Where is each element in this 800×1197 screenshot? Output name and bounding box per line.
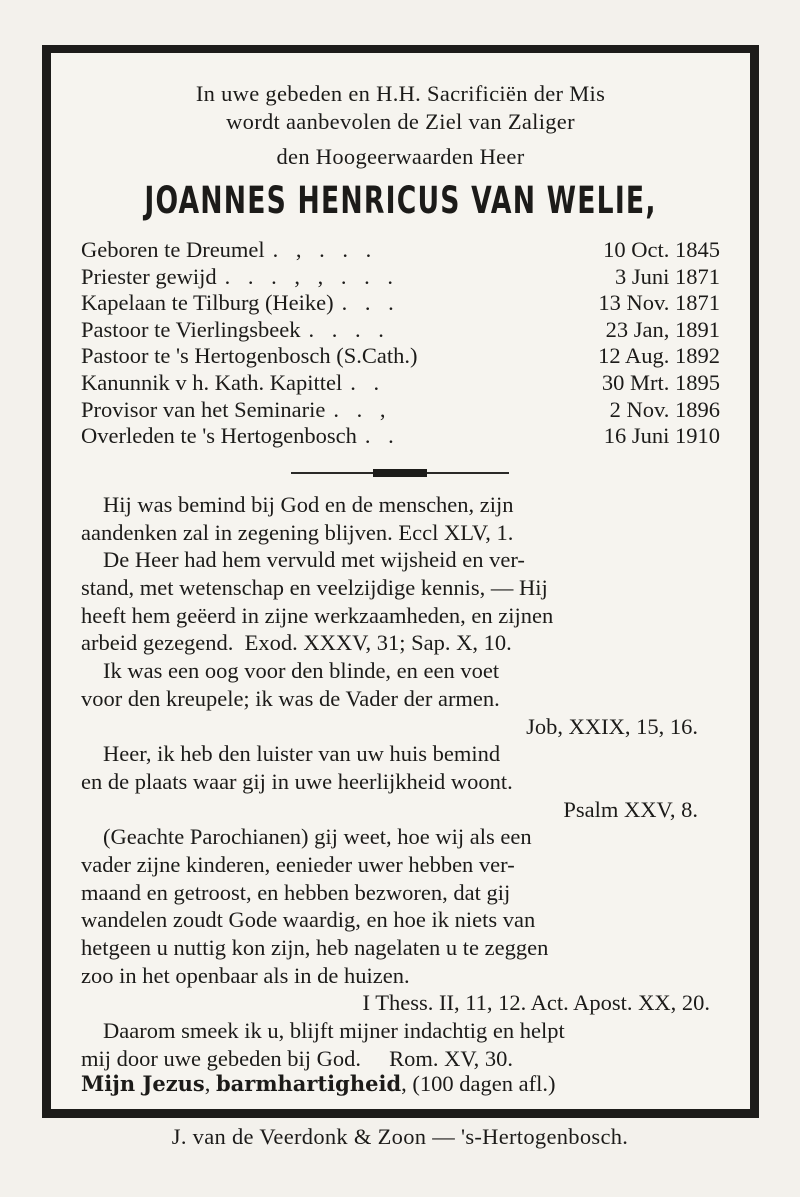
printer-imprint: J. van de Veerdonk & Zoon — 's-Hertogenbosch. [171, 1124, 629, 1149]
bio-event: Overleden te 's Hertogenbosch [81, 423, 357, 449]
memorial-card [42, 45, 759, 1118]
verse-line [81, 851, 720, 879]
verse-line [81, 962, 720, 990]
verse-line [81, 629, 720, 657]
bio-event: Priester gewijd [81, 263, 217, 289]
biography-list [81, 237, 720, 450]
bio-date: 16 Juni 1910 [603, 423, 720, 449]
closing-separator: , [204, 1071, 216, 1096]
verse-line [81, 768, 720, 796]
biography-row [81, 317, 720, 344]
intro-line-1: In uwe gebeden en H.H. Sacrificiën der Mis [195, 81, 606, 106]
verse-line [81, 491, 720, 519]
verse-text: maand en getroost, en hebben bezworen, dat gij [81, 879, 511, 905]
bio-event: Pastoor te Vierlingsbeek [81, 316, 301, 342]
verse-text: aandenken zal in zegening blijven. Eccl XLV, 1. [81, 519, 514, 545]
verse-text: wandelen zoudt Gode waardig, en hoe ik niets van [81, 907, 536, 933]
verse-text: en de plaats waar gij in uwe heerlijkheid woont. [81, 768, 513, 794]
bio-event: Kanunnik v h. Kath. Kapittel [81, 369, 343, 395]
biography-row [81, 370, 720, 397]
verse-line [81, 657, 720, 685]
bio-date: 23 Jan, 1891 [605, 316, 720, 342]
verse-text: Psalm XXV, 8. [563, 796, 698, 822]
verse-reference [81, 796, 720, 824]
verse-text: hetgeen u nuttig kon zijn, heb nagelaten u te zeggen [81, 935, 549, 960]
verse-text: (Geachte Parochianen) gij weet, hoe wij als een [103, 824, 532, 850]
verse-line [81, 546, 720, 574]
bio-leader-dots: . . . [341, 290, 400, 316]
bio-date: 2 Nov. 1896 [609, 396, 720, 422]
bio-event: Pastoor te 's Hertogenbosch (S.Cath.) [81, 343, 418, 369]
verse-line [81, 906, 720, 934]
verse-reference [81, 989, 720, 1017]
bio-date: 30 Mrt. 1895 [601, 369, 720, 395]
verse-line [81, 1017, 720, 1045]
bio-date: 13 Nov. 1871 [598, 290, 720, 316]
bio-event: Provisor van het Seminarie [81, 396, 326, 422]
verse-text: voor den kreupele; ik was de Vader der armen. [81, 685, 500, 711]
verse-text: I Thess. II, 11, 12. Act. Apost. XX, 20. [362, 990, 710, 1016]
verse-line [81, 740, 720, 768]
divider-ornament [373, 469, 427, 477]
verse-line [81, 879, 720, 907]
verse-text: De Heer had hem vervuld met wijsheid en ver- [103, 547, 525, 573]
verse-reference [81, 713, 720, 741]
biography-row [81, 397, 720, 424]
bio-leader-dots: . . . , , . . . [224, 263, 399, 289]
verse-text: Heer, ik heb den luister van uw huis bemind [103, 741, 501, 767]
bio-event: Kapelaan te Tilburg (Heike) [81, 290, 334, 316]
bio-date: 10 Oct. 1845 [603, 237, 720, 262]
bio-leader-dots: . . , [333, 396, 392, 422]
biography-row [81, 264, 720, 291]
closing-bold-2: barmhartigheid [215, 1071, 402, 1096]
verse-line [81, 1045, 720, 1073]
intro-line-2: wordt aanbevolen de Ziel van Zaliger [226, 109, 575, 134]
verse-line [81, 685, 720, 713]
verse-text: vader zijne kinderen, eenieder uwer hebben ver- [81, 851, 515, 877]
bio-leader-dots: . , . . . [272, 237, 378, 262]
verse-line [81, 823, 720, 851]
intro-line-3: den Hoogeerwaarden Heer [276, 144, 525, 169]
verse-text: Daarom smeek ik u, blijft mijner indachtig en helpt [103, 1018, 565, 1044]
verse-text: Hij was bemind bij God en de menschen, zijn [103, 492, 514, 517]
bio-leader-dots: . . . . [308, 316, 390, 342]
verse-text: mij door uwe gebeden bij God. Rom. XV, 30. [81, 1045, 514, 1071]
verse-line [81, 602, 720, 630]
closing-prayer [81, 1071, 732, 1097]
biography-row [81, 237, 720, 264]
closing-bold-1: Mijn Jezus [81, 1071, 205, 1096]
bio-date: 3 Juni 1871 [614, 263, 720, 289]
biography-row [81, 290, 720, 317]
biography-row [81, 343, 720, 370]
verse-line [81, 574, 720, 602]
bio-leader-dots: . . [350, 369, 386, 395]
bio-leader-dots: . . [364, 423, 400, 449]
deceased-name: JOANNES HENRICUS VAN WELIE, [144, 179, 657, 222]
closing-indulgence: , (100 dagen afl.) [401, 1071, 556, 1096]
verse-text: Job, XXIX, 15, 16. [526, 713, 698, 739]
verse-line [81, 519, 720, 547]
verse-text: arbeid gezegend. Exod. XXXV, 31; Sap. X, 10. [81, 630, 512, 656]
ornamental-divider [291, 472, 509, 474]
biography-row [81, 423, 720, 450]
verse-text: stand, met wetenschap en veelzijdige kennis, — Hij [81, 575, 548, 601]
verse-line [81, 934, 720, 962]
verse-text: zoo in het openbaar als in de huizen. [81, 962, 410, 988]
verse-text: heeft hem geëerd in zijne werkzaamheden, en zijnen [81, 602, 554, 628]
bio-date: 12 Aug. 1892 [598, 343, 720, 369]
verse-text: Ik was een oog voor den blinde, en een voet [103, 658, 500, 684]
verses-block [81, 491, 720, 1072]
bio-event: Geboren te Dreumel [81, 237, 265, 262]
